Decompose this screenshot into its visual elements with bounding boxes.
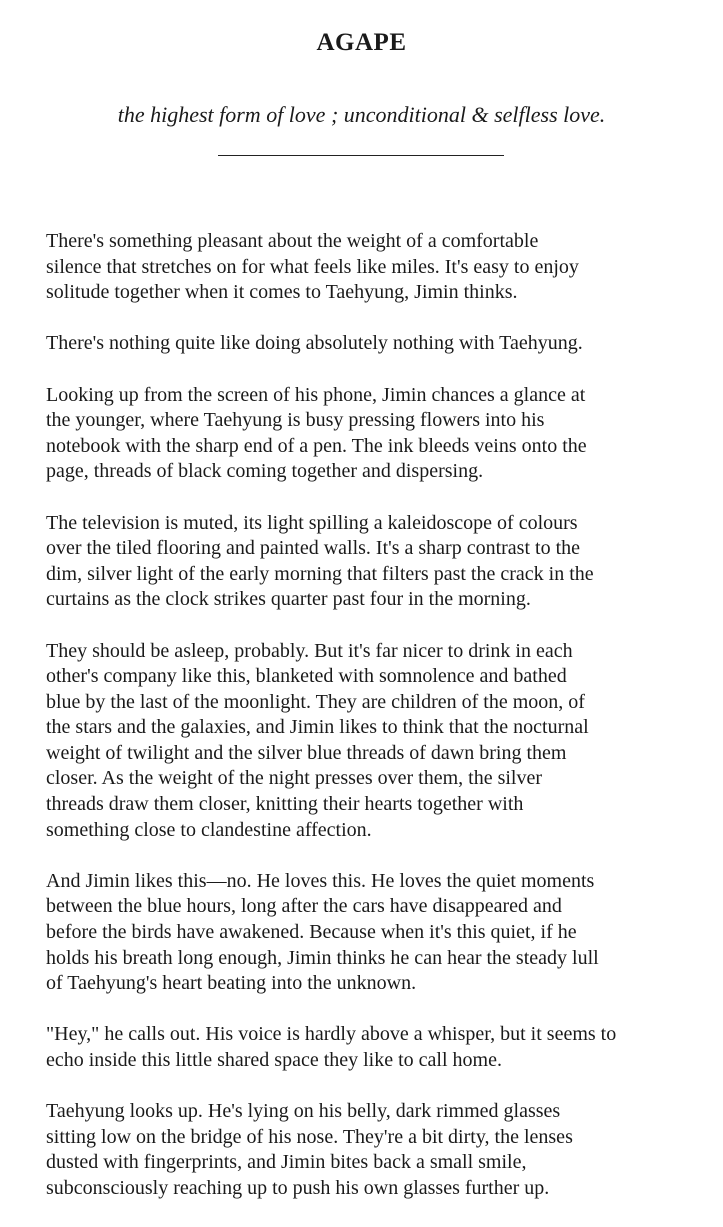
paragraph-line: holds his breath long enough, Jimin thinks he can hear the steady lull: [46, 946, 599, 969]
paragraph-line: the younger, where Taehyung is busy pressing flowers into his: [46, 409, 545, 432]
paragraph-line: dim, silver light of the early morning that filters past the crack in the: [46, 562, 594, 585]
story-paragraph: [46, 1022, 710, 1073]
story-paragraph: [46, 383, 710, 485]
paragraph-line: silence that stretches on for what feels like miles. It's easy to enjoy: [46, 255, 579, 278]
paragraph-line: between the blue hours, long after the cars have disappeared and: [46, 895, 562, 918]
paragraph-line: the stars and the galaxies, and Jimin likes to think that the nocturnal: [46, 716, 589, 739]
paragraph-line: Taehyung looks up. He's lying on his belly, dark rimmed glasses: [46, 1100, 561, 1123]
paragraph-line: blue by the last of the moonlight. They are children of the moon, of: [46, 690, 585, 713]
paragraph-line: other's company like this, blanketed with somnolence and bathed: [46, 665, 567, 688]
paragraph-line: threads draw them closer, knitting their hearts together with: [46, 793, 524, 816]
paragraph-line: closer. As the weight of the night presses over them, the silver: [46, 767, 543, 790]
paragraph-line: There's nothing quite like doing absolutely nothing with Taehyung.: [46, 332, 583, 355]
paragraph-line: echo inside this little shared space they like to call home.: [46, 1049, 502, 1071]
paragraph-line: curtains as the clock strikes quarter past four in the morning.: [46, 588, 531, 611]
paragraph-line: solitude together when it comes to Taehyung, Jimin thinks.: [46, 281, 518, 304]
title-divider: [218, 155, 504, 156]
paragraph-line: There's something pleasant about the weight of a comfortable: [46, 230, 539, 252]
paragraph-line: before the birds have awakened. Because when it's this quiet, if he: [46, 921, 577, 944]
story-paragraph: [46, 639, 710, 844]
page-subtitle: the highest form of love ; unconditional & selfless love.: [117, 102, 606, 127]
paragraph-line: subconsciously reaching up to push his own glasses further up.: [46, 1176, 550, 1199]
paragraph-line: The television is muted, its light spilling a kaleidoscope of colours: [46, 511, 578, 534]
paragraph-line: dusted with fingerprints, and Jimin bites back a small smile,: [46, 1151, 527, 1174]
paragraph-line: weight of twilight and the silver blue threads of dawn bring them: [46, 741, 567, 764]
paragraph-line: Looking up from the screen of his phone, Jimin chances a glance at: [46, 383, 586, 406]
story-paragraph: [46, 331, 710, 357]
paragraph-line: something close to clandestine affection.: [46, 818, 372, 841]
paragraph-line: notebook with the sharp end of a pen. The ink bleeds veins onto the: [46, 434, 587, 457]
paragraph-line: They should be asleep, probably. But it's far nicer to drink in each: [46, 639, 573, 662]
paragraph-line: page, threads of black coming together and dispersing.: [46, 460, 484, 483]
story-paragraph: [46, 229, 710, 306]
paragraph-line: of Taehyung's heart beating into the unknown.: [46, 972, 417, 995]
paragraph-line: over the tiled flooring and painted walls. It's a sharp contrast to the: [46, 537, 581, 560]
story-paragraph: [46, 1099, 710, 1201]
page-title: AGAPE: [316, 29, 407, 56]
story-paragraph: [46, 869, 710, 997]
paragraph-line: sitting low on the bridge of his nose. They're a bit dirty, the lenses: [46, 1125, 573, 1148]
story-body: [46, 229, 710, 1227]
story-paragraph: [46, 511, 710, 613]
paragraph-line: "Hey," he calls out. His voice is hardly above a whisper, but it seems to: [46, 1023, 617, 1046]
paragraph-line: And Jimin likes this—no. He loves this. He loves the quiet moments: [46, 869, 595, 892]
